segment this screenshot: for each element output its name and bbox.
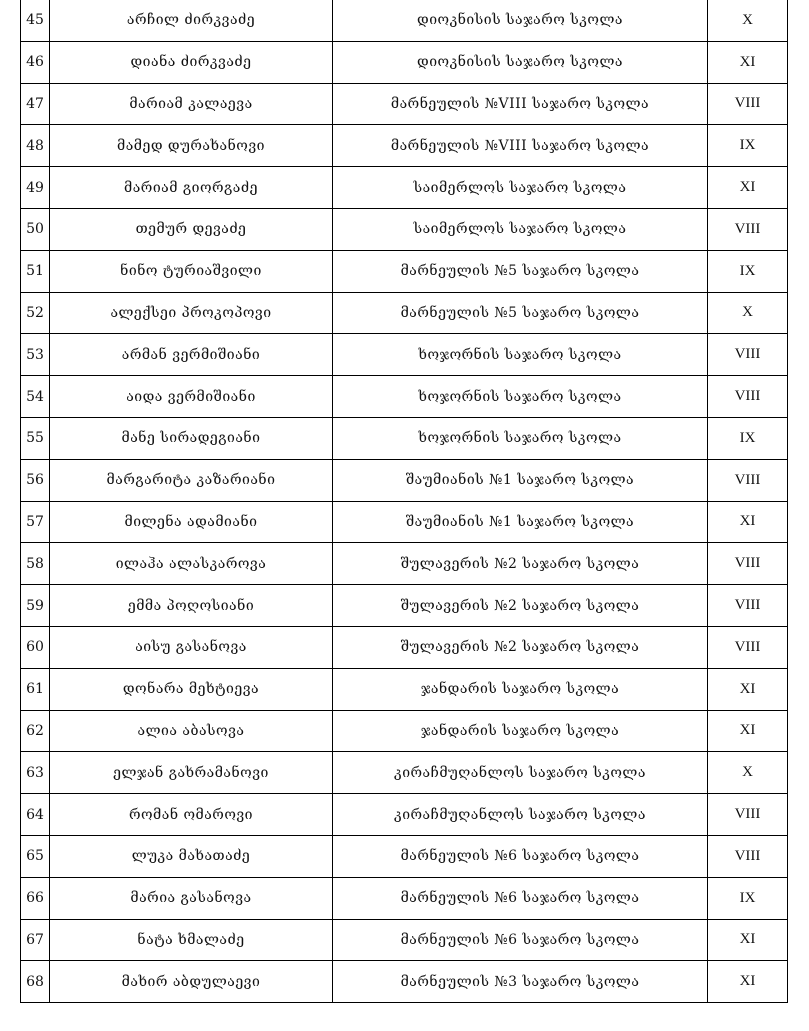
table-row	[21, 334, 788, 376]
grade-cell: XI	[708, 961, 788, 1003]
grade-cell: XI	[708, 41, 788, 83]
grade-cell: VIII	[708, 208, 788, 250]
row-number-cell: 60	[21, 626, 50, 668]
row-number-cell: 49	[21, 167, 50, 209]
school-name-cell: შაუმიანის №1 საჯარო სკოლა	[333, 459, 708, 501]
row-number-cell: 47	[21, 83, 50, 125]
row-number-cell: 62	[21, 710, 50, 752]
student-name-cell: ლუკა მახათაძე	[50, 835, 333, 877]
school-name-cell: საიმერლოს საჯარო სკოლა	[333, 208, 708, 250]
row-number-cell: 58	[21, 543, 50, 585]
grade-cell: XI	[708, 501, 788, 543]
student-name-cell: აიდა ვერმიშიანი	[50, 376, 333, 418]
student-name-cell: ნატა ხმალაძე	[50, 919, 333, 961]
student-name-cell: აისუ გასანოვა	[50, 626, 333, 668]
table-row	[21, 626, 788, 668]
table-row	[21, 0, 788, 41]
student-name-cell: მარიამ გიორგაძე	[50, 167, 333, 209]
table-row	[21, 752, 788, 794]
table-row	[21, 543, 788, 585]
table-row	[21, 877, 788, 919]
row-number-cell: 68	[21, 961, 50, 1003]
table-row	[21, 794, 788, 836]
school-name-cell: საიმერლოს საჯარო სკოლა	[333, 167, 708, 209]
table-row	[21, 585, 788, 627]
grade-cell: VIII	[708, 835, 788, 877]
row-number-cell: 67	[21, 919, 50, 961]
grade-cell: IX	[708, 417, 788, 459]
grade-cell: XI	[708, 919, 788, 961]
grade-cell: XI	[708, 668, 788, 710]
school-name-cell: დიოკნისის საჯარო სკოლა	[333, 41, 708, 83]
document-page	[20, 0, 788, 1003]
school-name-cell: ხოჯორნის საჯარო სკოლა	[333, 417, 708, 459]
table-row	[21, 208, 788, 250]
grade-cell: VIII	[708, 83, 788, 125]
student-name-cell: ელჯან გახრამანოვი	[50, 752, 333, 794]
table-row	[21, 41, 788, 83]
grade-cell: IX	[708, 877, 788, 919]
row-number-cell: 61	[21, 668, 50, 710]
school-name-cell: მარნეულის №6 საჯარო სკოლა	[333, 877, 708, 919]
row-number-cell: 52	[21, 292, 50, 334]
row-number-cell: 65	[21, 835, 50, 877]
school-name-cell: მარნეულის №6 საჯარო სკოლა	[333, 919, 708, 961]
student-name-cell: მანე სირადეგიანი	[50, 417, 333, 459]
grade-cell: IX	[708, 250, 788, 292]
student-name-cell: მარიამ კალაევა	[50, 83, 333, 125]
table-row	[21, 710, 788, 752]
grade-cell: VIII	[708, 585, 788, 627]
grade-cell: X	[708, 752, 788, 794]
table-row	[21, 668, 788, 710]
row-number-cell: 46	[21, 41, 50, 83]
row-number-cell: 54	[21, 376, 50, 418]
table-row	[21, 919, 788, 961]
table-row	[21, 961, 788, 1003]
grade-cell: VIII	[708, 334, 788, 376]
student-name-cell: ნინო ტურიაშვილი	[50, 250, 333, 292]
participants-table	[20, 0, 788, 1003]
table-row	[21, 250, 788, 292]
grade-cell: VIII	[708, 794, 788, 836]
row-number-cell: 57	[21, 501, 50, 543]
grade-cell: IX	[708, 125, 788, 167]
grade-cell: X	[708, 0, 788, 41]
table-row	[21, 376, 788, 418]
table-row	[21, 835, 788, 877]
school-name-cell: მარნეულის №3 საჯარო სკოლა	[333, 961, 708, 1003]
row-number-cell: 64	[21, 794, 50, 836]
grade-cell: VIII	[708, 459, 788, 501]
student-name-cell: ემმა პოღოსიანი	[50, 585, 333, 627]
row-number-cell: 48	[21, 125, 50, 167]
grade-cell: VIII	[708, 543, 788, 585]
student-name-cell: თემურ დევაძე	[50, 208, 333, 250]
school-name-cell: შულავერის №2 საჯარო სკოლა	[333, 626, 708, 668]
grade-cell: VIII	[708, 626, 788, 668]
student-name-cell: არმან ვერმიშიანი	[50, 334, 333, 376]
student-name-cell: ალექსეი პროკოპოვი	[50, 292, 333, 334]
row-number-cell: 56	[21, 459, 50, 501]
grade-cell: XI	[708, 710, 788, 752]
student-name-cell: მარგარიტა კაზარიანი	[50, 459, 333, 501]
school-name-cell: კირაჩმუღანლოს საჯარო სკოლა	[333, 794, 708, 836]
row-number-cell: 53	[21, 334, 50, 376]
table-row	[21, 501, 788, 543]
grade-cell: X	[708, 292, 788, 334]
table-row	[21, 417, 788, 459]
student-name-cell: ალია აბასოვა	[50, 710, 333, 752]
school-name-cell: ხოჯორნის საჯარო სკოლა	[333, 376, 708, 418]
row-number-cell: 51	[21, 250, 50, 292]
school-name-cell: კირაჩმუღანლოს საჯარო სკოლა	[333, 752, 708, 794]
table-row	[21, 167, 788, 209]
row-number-cell: 59	[21, 585, 50, 627]
table-row	[21, 459, 788, 501]
school-name-cell: ხოჯორნის საჯარო სკოლა	[333, 334, 708, 376]
school-name-cell: მარნეულის №5 საჯარო სკოლა	[333, 292, 708, 334]
row-number-cell: 66	[21, 877, 50, 919]
student-name-cell: არჩილ ძირკვაძე	[50, 0, 333, 41]
school-name-cell: ჯანდარის საჯარო სკოლა	[333, 668, 708, 710]
school-name-cell: მარნეულის №VIII საჯარო სკოლა	[333, 83, 708, 125]
student-name-cell: მილენა ადამიანი	[50, 501, 333, 543]
school-name-cell: მარნეულის №6 საჯარო სკოლა	[333, 835, 708, 877]
student-name-cell: დონარა მეხტიევა	[50, 668, 333, 710]
table-row	[21, 292, 788, 334]
table-row	[21, 125, 788, 167]
school-name-cell: შულავერის №2 საჯარო სკოლა	[333, 585, 708, 627]
school-name-cell: შულავერის №2 საჯარო სკოლა	[333, 543, 708, 585]
row-number-cell: 55	[21, 417, 50, 459]
school-name-cell: მარნეულის №5 საჯარო სკოლა	[333, 250, 708, 292]
school-name-cell: შაუმიანის №1 საჯარო სკოლა	[333, 501, 708, 543]
row-number-cell: 50	[21, 208, 50, 250]
table-row	[21, 83, 788, 125]
row-number-cell: 45	[21, 0, 50, 41]
student-name-cell: მარია გასანოვა	[50, 877, 333, 919]
school-name-cell: მარნეულის №VIII საჯარო სკოლა	[333, 125, 708, 167]
student-name-cell: ილაჰა ალასკაროვა	[50, 543, 333, 585]
school-name-cell: დიოკნისის საჯარო სკოლა	[333, 0, 708, 41]
student-name-cell: რომან ომაროვი	[50, 794, 333, 836]
participants-table-body	[21, 0, 788, 1003]
row-number-cell: 63	[21, 752, 50, 794]
school-name-cell: ჯანდარის საჯარო სკოლა	[333, 710, 708, 752]
student-name-cell: დიანა ძირკვაძე	[50, 41, 333, 83]
grade-cell: VIII	[708, 376, 788, 418]
grade-cell: XI	[708, 167, 788, 209]
student-name-cell: მამედ დურახანოვი	[50, 125, 333, 167]
student-name-cell: მახირ აბდულაევი	[50, 961, 333, 1003]
